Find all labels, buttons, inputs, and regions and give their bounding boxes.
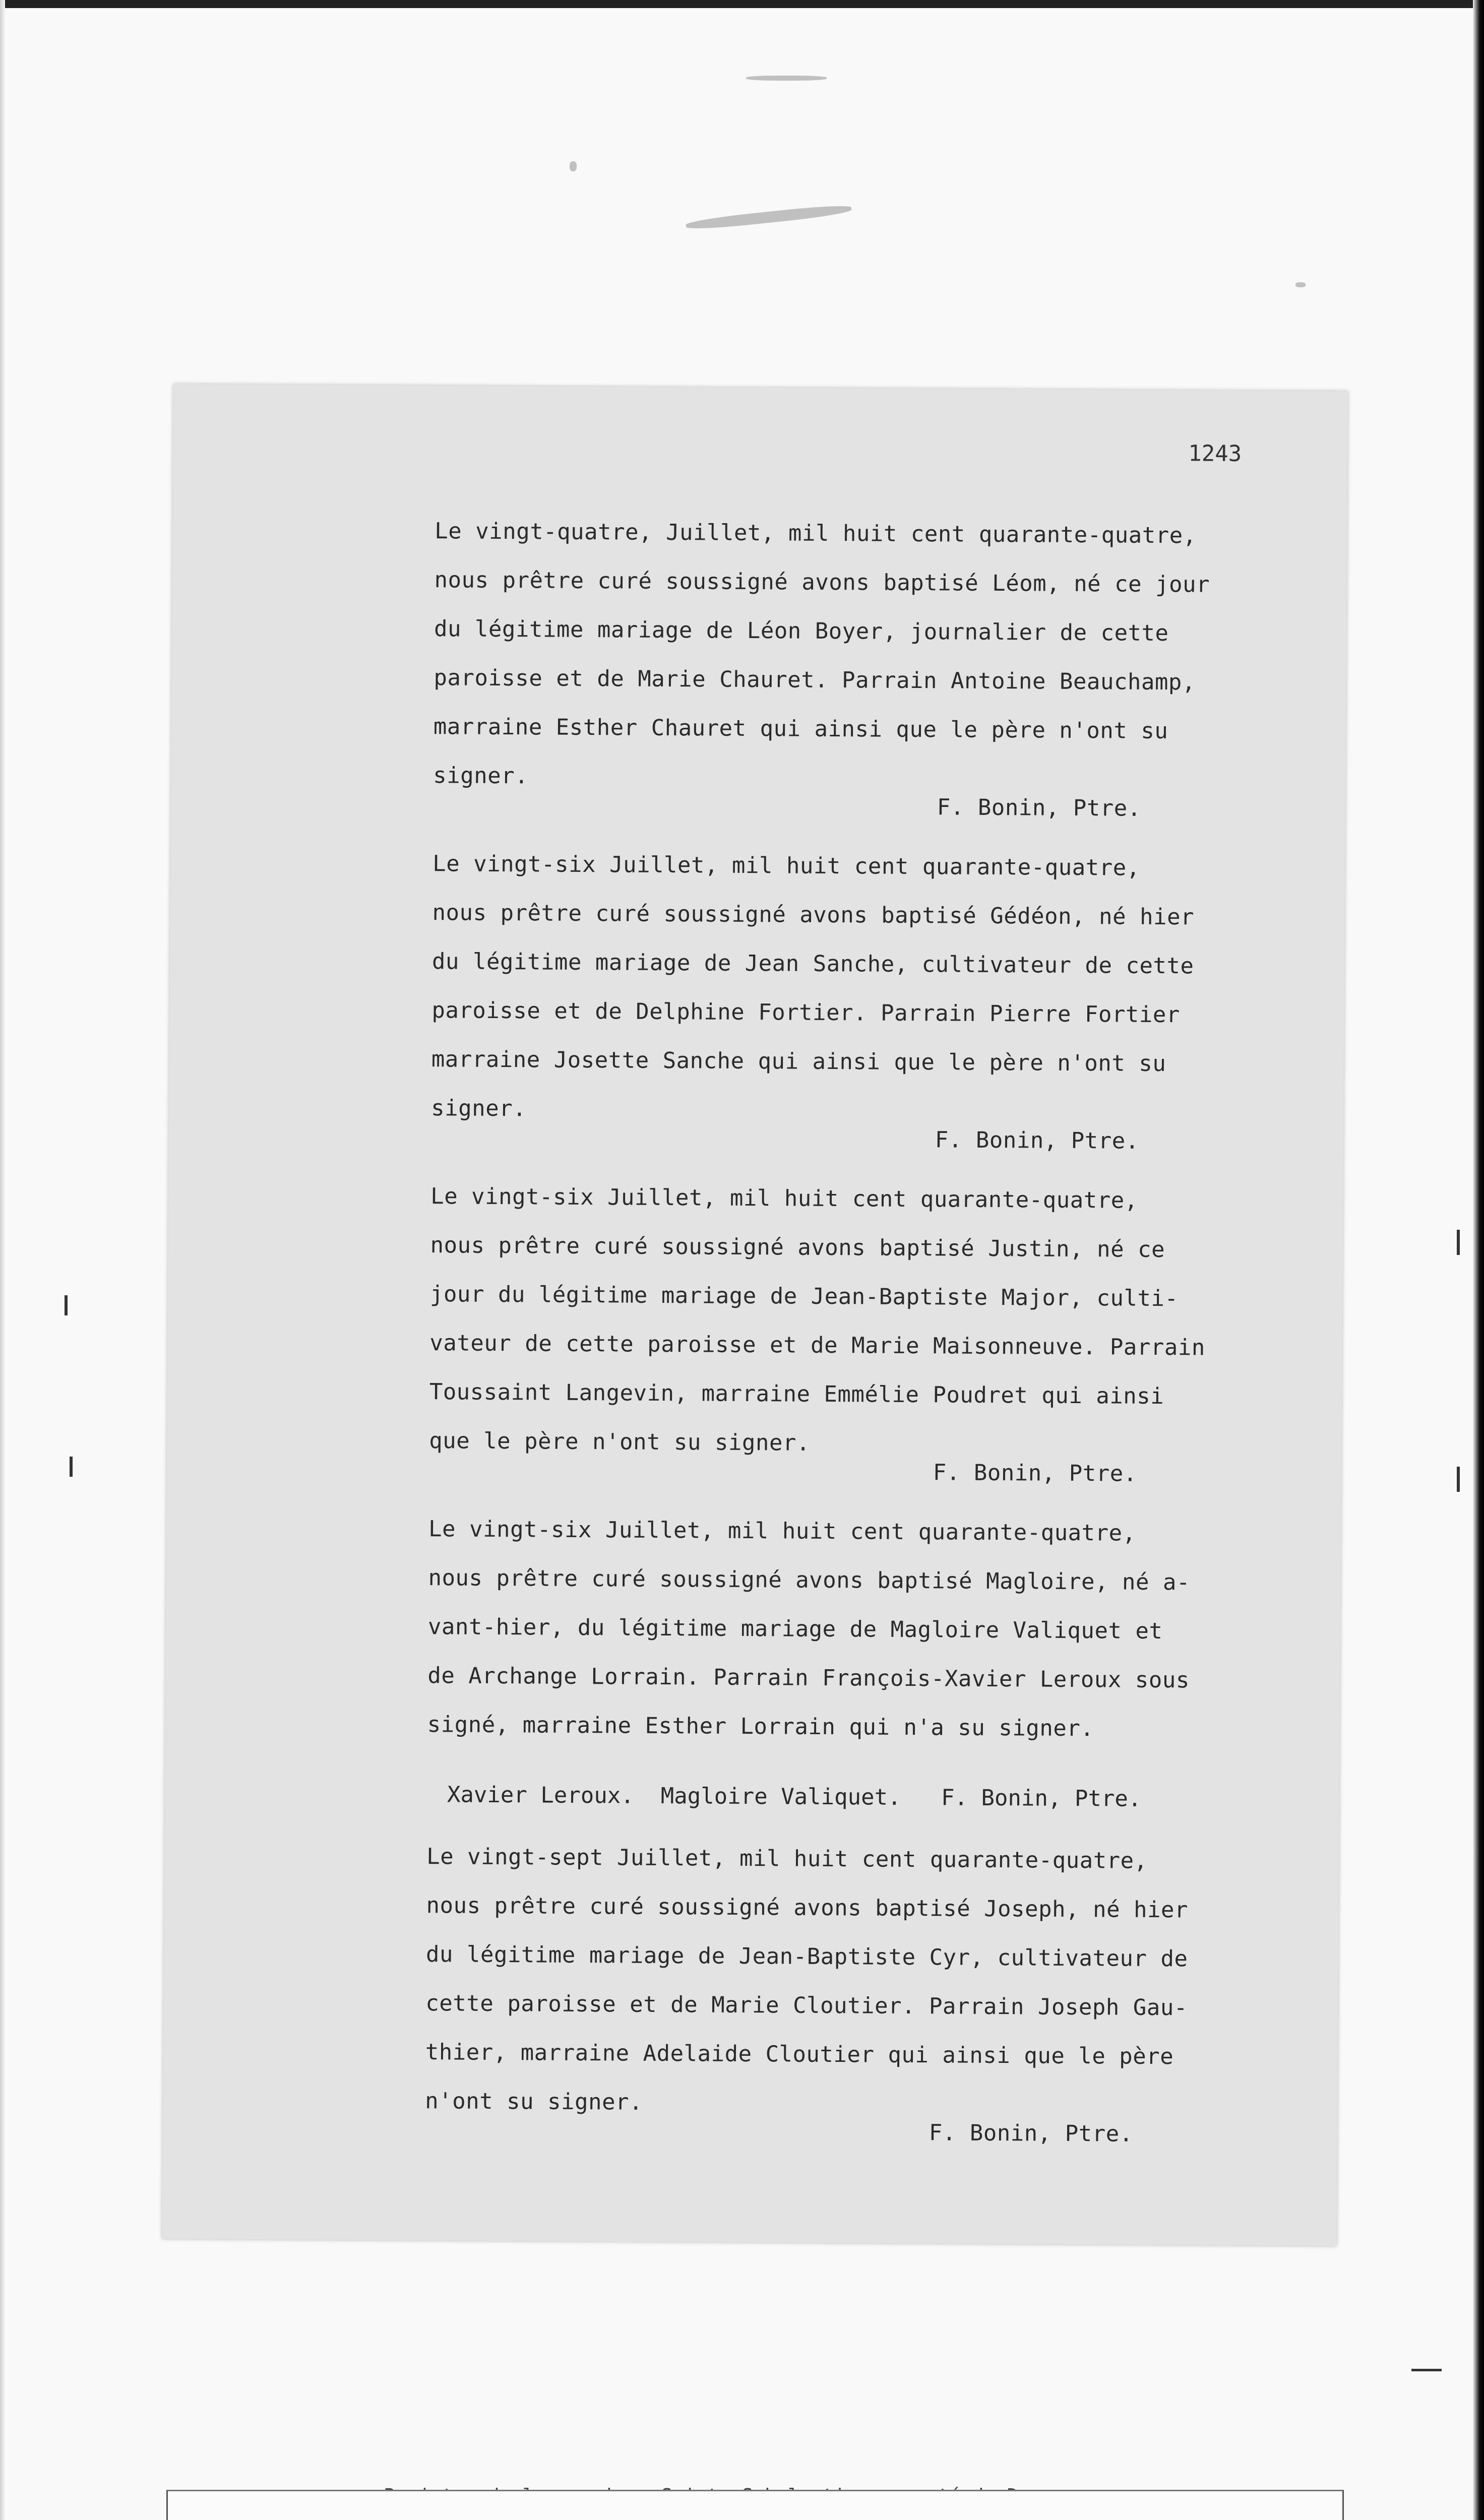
entry-line: que le père n'ont su signer. [429, 1428, 811, 1456]
baptism-entry-3 [429, 1172, 1298, 1499]
entry-line: de Archange Lorrain. Parrain François-Xavier Leroux sous [427, 1663, 1190, 1693]
entry-line: nous prêtre curé soussigné avons baptisé Gédéon, né hier [432, 900, 1195, 930]
entry-line: du légitime mariage de Jean Sanche, cultivateur de cette [431, 949, 1194, 979]
entry-line: Le vingt-quatre, Juillet, mil huit cent quarante-quatre, [435, 518, 1197, 549]
entry-line: signer. [433, 763, 529, 789]
entry-line: marraine Esther Chauret qui ainsi que le père n'ont su [433, 714, 1168, 744]
film-mark [1457, 1230, 1460, 1255]
entry-line: signer. [431, 1095, 527, 1122]
entry-line: nous prêtre curé soussigné avons baptisé Joseph, né hier [426, 1893, 1189, 1923]
frame-left-edge [0, 0, 5, 2520]
priest-signature: F. Bonin, Ptre. [929, 2120, 1133, 2147]
entry-line: du légitime mariage de Jean-Baptiste Cyr, cultivateur de [425, 1941, 1188, 1972]
entry-line: paroisse et de Marie Chauret. Parrain Antoine Beauchamp, [434, 665, 1196, 696]
entry-line: Le vingt-six Juillet, mil huit cent quarante-quatre, [430, 1183, 1138, 1214]
priest-signature: F. Bonin, Ptre. [935, 1127, 1139, 1154]
baptism-entry-4 [427, 1504, 1295, 1754]
entry-line: nous prêtre curé soussigné avons baptisé Léom, né ce jour [434, 567, 1210, 598]
film-mark [1457, 1467, 1460, 1492]
entry-line: vateur de cette paroisse et de Marie Maisonneuve. Parrain [429, 1330, 1205, 1361]
baptism-entry-5 [425, 1832, 1294, 2159]
entry-line: Le vingt-six Juillet, mil huit cent quarante-quatre, [428, 1516, 1136, 1546]
priest-signature: F. Bonin, Ptre. [933, 1460, 1137, 1487]
entry-line: marraine Josette Sanche qui ainsi que le père n'ont su [431, 1046, 1166, 1077]
register-page [162, 384, 1348, 2246]
page-number: 1243 [1188, 440, 1242, 467]
entry-line: Toussaint Langevin, marraine Emmélie Poudret qui ainsi [429, 1379, 1164, 1410]
witness-signatures: Xavier Leroux. Magloire Valiquet. F. Bonin, Ptre. [447, 1782, 1142, 1812]
entry-line: jour du légitime mariage de Jean-Baptiste Major, culti- [429, 1281, 1179, 1312]
entry-line: n'ont su signer. [425, 2088, 643, 2115]
entry-line: paroisse et de Delphine Fortier. Parrain Pierre Fortier [431, 997, 1181, 1028]
dust-speck [1295, 282, 1306, 287]
archives-label [166, 2490, 1344, 2520]
frame-top-edge [0, 0, 1484, 8]
dust-speck [686, 203, 852, 231]
baptism-entry-1 [433, 507, 1302, 834]
entry-line: thier, marraine Adelaide Cloutier qui ainsi que le père [425, 2039, 1174, 2070]
entry-line: signé, marraine Esther Lorrain qui n'a su signer. [427, 1712, 1094, 1742]
priest-signature: F. Bonin, Ptre. [937, 794, 1141, 822]
entry-line: Le vingt-six Juillet, mil huit cent quarante-quatre, [432, 851, 1140, 881]
frame-right-edge [1473, 0, 1484, 2520]
dust-speck [570, 161, 577, 171]
entry-line: nous prêtre curé soussigné avons baptisé Magloire, né a- [428, 1565, 1191, 1596]
baptism-entry-2 [431, 839, 1300, 1166]
film-mark [1411, 2369, 1442, 2371]
dust-speck [746, 76, 827, 81]
film-mark [70, 1457, 73, 1477]
entry-line: cette paroisse et de Marie Cloutier. Parrain Joseph Gau- [425, 1990, 1188, 2021]
entry-line: nous prêtre curé soussigné avons baptisé Justin, né ce [430, 1232, 1165, 1263]
entry-line: Le vingt-sept Juillet, mil huit cent quarante-quatre, [426, 1844, 1148, 1874]
entry-line: vant-hier, du légitime mariage de Magloire Valiquet et [427, 1614, 1163, 1645]
entry-line: du légitime mariage de Léon Boyer, journalier de cette [434, 616, 1169, 647]
film-mark [65, 1295, 68, 1315]
